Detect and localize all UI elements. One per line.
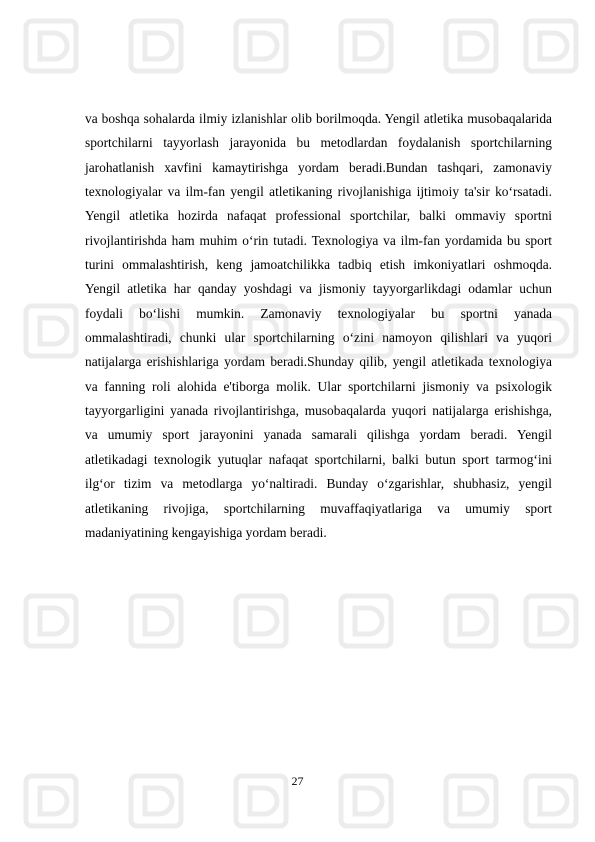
page-number: 27 <box>291 774 304 788</box>
document-watermark-icon <box>125 15 187 77</box>
document-watermark-icon <box>520 590 582 652</box>
document-watermark-icon <box>20 15 82 77</box>
document-watermark-icon <box>20 300 82 362</box>
document-watermark-icon <box>440 590 502 652</box>
document-watermark-icon <box>335 590 397 652</box>
document-watermark-icon <box>125 590 187 652</box>
document-watermark-icon <box>440 15 502 77</box>
document-watermark-icon <box>520 15 582 77</box>
document-watermark-icon <box>335 15 397 77</box>
document-watermark-icon <box>230 590 292 652</box>
body-paragraph: va boshqa sohalarda ilmiy izlanishlar olib borilmoqda. Yengil atletika musobaqalarida sportchilarni tayyorlash jarayonida bu metodlardan foydalanish sportchilarning jarohatlanish xavfini kamaytirishga yordam beradi.Bundan tashqari, zamonaviy texnologiyalar va ilm-fan yengil atletikaning rivojlanishiga ijtimoiy ta'sir ko‘rsatadi. Yengil atletika hozirda nafaqat professional sportchilar, balki ommaviy sportni rivojlantirishda ham muhim o‘rin tutadi. Texnologiya va ilm-fan yordamida bu sport turini ommalashtirish, keng jamoatchilikka tadbiq etish imkoniyatlari oshmoqda. Yengil atletika har qanday yoshdagi va jismoniy tayyorgarlikdagi odamlar uchun foydali bo‘lishi mumkin. Zamonaviy texnologiyalar bu sportni yanada ommalashtiradi, chunki ular sportchilarning o‘zini namoyon qilishlari va yuqori natijalarga erishishlariga yordam beradi.Shunday qilib, yengil atletikada texnologiya va fanning roli alohida e'tiborga molik. Ular sportchilarni jismoniy va psixologik tayyorgarligini yanada rivojlantirishga, musobaqalarda yuqori natijalarga erishishga, va umumiy sport jarayonini yanada samarali qilishga yordam beradi. Yengil atletikadagi texnologik yutuqlar nafaqat sportchilarni, balki butun sport tarmog‘ini ilg‘or tizim va metodlarga yo‘naltiradi. Bunday o‘zgarishlar, shubhasiz, yengil atletikaning rivojiga, sportchilarning muvaffaqiyatlariga va umumiy sport madaniyatining kengayishiga yordam beradi. <box>85 111 552 540</box>
document-watermark-icon <box>230 15 292 77</box>
document-watermark-icon <box>20 590 82 652</box>
